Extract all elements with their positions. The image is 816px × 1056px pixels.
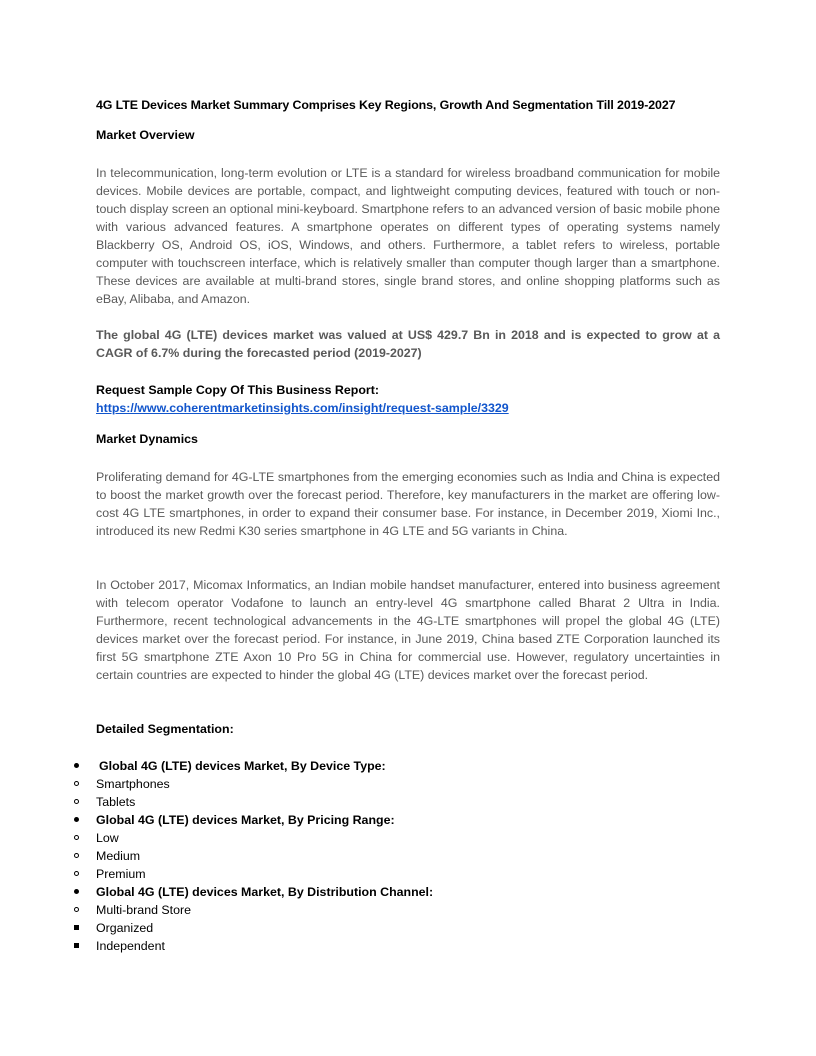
market-dynamics-paragraph-2: In October 2017, Micomax Informatics, an Indian mobile handset manufacturer, entered into business agreement with telecom operator Vodafone to launch an entry-level 4G smartphone called Bharat 2 Ultra in India. Furthermore, recent technological advancements in the 4G-LTE smartphones will propel the global 4G (LTE) devices market over the forecast period. For instance, in June 2019, China based ZTE Corporation launched its first 5G smartphone ZTE Axon 10 Pro 5G in China for commercial use. However, regulatory uncertainties in certain countries are expected to hinder the global 4G (LTE) devices market over the forecast period. [96, 578, 720, 682]
bullet-square-icon [74, 925, 79, 930]
sample-request-link[interactable]: https://www.coherentmarketinsights.com/insight/request-sample/3329 [96, 401, 509, 415]
sample-request-label: Request Sample Copy Of This Business Report: [96, 383, 379, 397]
segmentation-heading: Detailed Segmentation: [96, 722, 234, 736]
bullet-dot-icon [74, 763, 79, 768]
bullet-circle-icon [74, 781, 79, 786]
document-title: 4G LTE Devices Market Summary Comprises Key Regions, Growth And Segmentation Till 2019-2027 [96, 98, 676, 112]
list-item: Independent [0, 937, 816, 955]
list-item: Organized [0, 919, 816, 937]
list-item: Medium [0, 847, 816, 865]
bullet-circle-icon [74, 853, 79, 858]
bullet-circle-icon [74, 835, 79, 840]
market-overview-heading: Market Overview [96, 128, 195, 142]
list-item: Tablets [0, 793, 816, 811]
list-item: Low [0, 829, 816, 847]
list-item: Global 4G (LTE) devices Market, By Device Type: [0, 757, 816, 775]
list-item: Global 4G (LTE) devices Market, By Distribution Channel: [0, 883, 816, 901]
bullet-dot-icon [74, 817, 79, 822]
bullet-circle-icon [74, 907, 79, 912]
bullet-circle-icon [74, 799, 79, 804]
market-overview-paragraph: In telecommunication, long-term evolution or LTE is a standard for wireless broadband communication for mobile devices. Mobile devices are portable, compact, and lightweight computing devices, featured with touch or non-touch display screen an optional mini-keyboard. Smartphone refers to an advanced version of basic mobile phone with various advanced features. A smartphone operates on different types of operating systems namely Blackberry OS, Android OS, iOS, Windows, and others. Furthermore, a tablet refers to wireless, portable computer with touchscreen interface, which is relatively smaller than computer though larger than a smartphone. These devices are available at multi-brand stores, single brand stores, and online shopping platforms such as eBay, Alibaba, and Amazon. [96, 166, 720, 306]
market-dynamics-heading: Market Dynamics [96, 432, 198, 446]
market-value-highlight: The global 4G (LTE) devices market was valued at US$ 429.7 Bn in 2018 and is expected to grow at a CAGR of 6.7% during the forecasted period (2019-2027) [96, 328, 720, 360]
list-item: Multi-brand Store [0, 901, 816, 919]
segmentation-list [0, 757, 816, 955]
bullet-square-icon [74, 943, 79, 948]
bullet-dot-icon [74, 889, 79, 894]
list-item: Global 4G (LTE) devices Market, By Pricing Range: [0, 811, 816, 829]
market-dynamics-paragraph-1: Proliferating demand for 4G-LTE smartphones from the emerging economies such as India and China is expected to boost the market growth over the forecast period. Therefore, key manufacturers in the market are offering low-cost 4G LTE smartphones, in order to expand their consumer base. For instance, in December 2019, Xiomi Inc., introduced its new Redmi K30 series smartphone in 4G LTE and 5G variants in China. [96, 470, 720, 538]
list-item: Smartphones [0, 775, 816, 793]
bullet-circle-icon [74, 871, 79, 876]
list-item: Premium [0, 865, 816, 883]
